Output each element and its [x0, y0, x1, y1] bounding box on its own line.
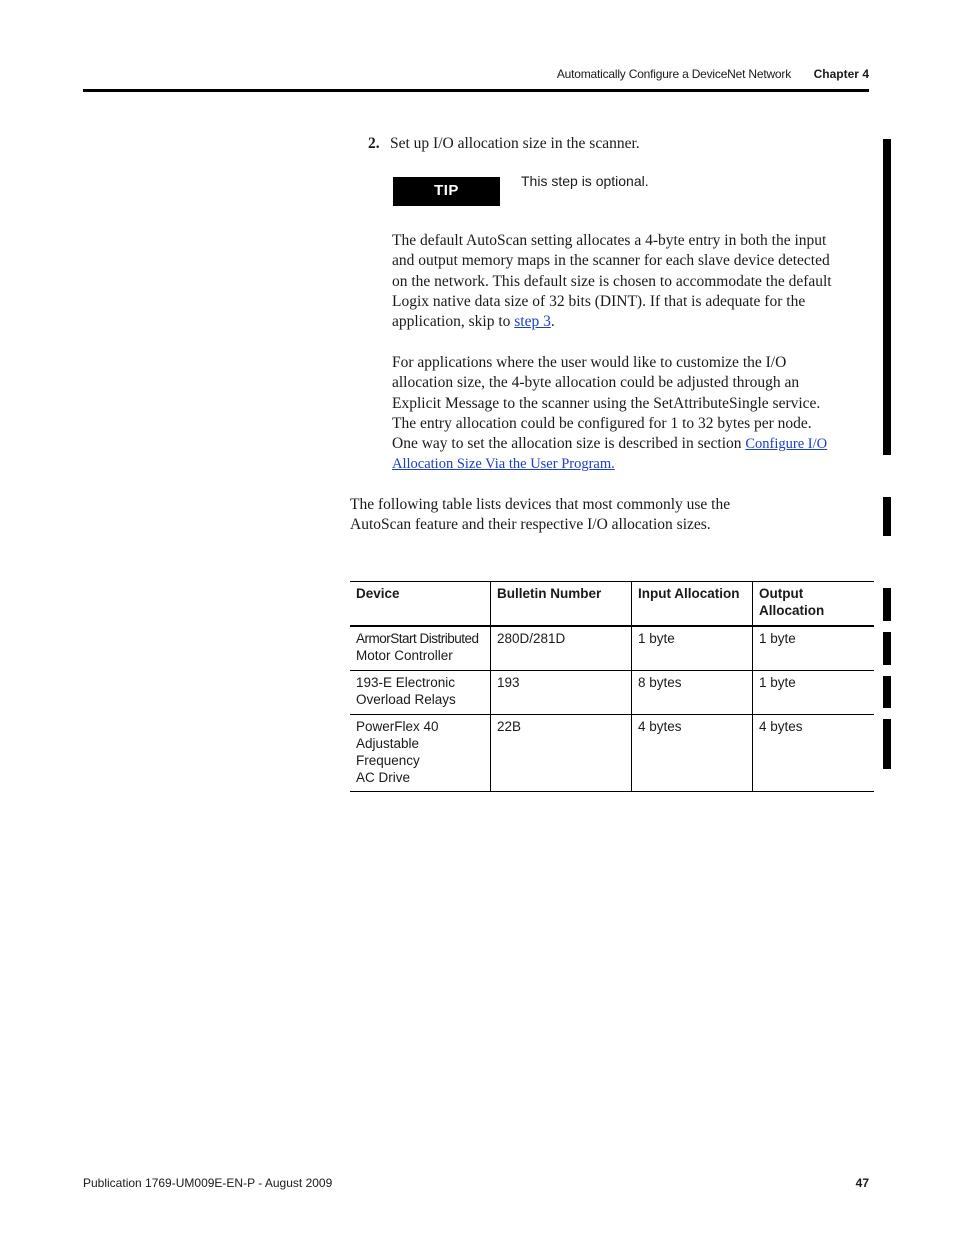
table-row — [350, 671, 874, 715]
change-bar — [883, 497, 891, 536]
cell-line: PowerFlex 40 — [356, 719, 439, 734]
column-header-bulletin: Bulletin Number — [491, 582, 632, 627]
table-row — [350, 715, 874, 792]
header-line: Allocation — [759, 603, 825, 618]
text-line: The entry allocation could be configured for 1 to 32 bytes per node. — [392, 414, 812, 432]
cell-bulletin: 193 — [491, 671, 632, 715]
step-number: 2. — [368, 135, 380, 152]
cell-output: 1 byte — [753, 626, 875, 671]
change-bar — [883, 588, 891, 621]
header-rule — [83, 89, 869, 92]
autoscan-default-paragraph — [392, 231, 832, 332]
change-bar — [883, 676, 891, 708]
cell-input: 4 bytes — [632, 715, 753, 792]
column-header-device: Device — [350, 582, 491, 627]
cell-device — [350, 671, 491, 715]
running-title: Automatically Configure a DeviceNet Network — [556, 67, 791, 81]
customize-allocation-paragraph — [392, 353, 827, 475]
text-line: on the network. This default size is chosen to accommodate the default — [392, 272, 832, 290]
text-segment: One way to set the allocation size is described in section — [392, 435, 746, 453]
text-line: and output memory maps in the scanner for each slave device detected — [392, 252, 830, 270]
cell-line: ArmorStart Distributed — [356, 631, 479, 646]
cell-line: AC Drive — [356, 770, 411, 785]
text-line — [392, 312, 832, 332]
change-bar — [883, 632, 891, 665]
cell-device — [350, 626, 491, 671]
chapter-label: Chapter 4 — [813, 67, 869, 81]
cell-input: 8 bytes — [632, 671, 753, 715]
header-line: Output — [759, 586, 804, 601]
step-3-link[interactable]: step 3 — [514, 313, 551, 331]
device-allocation-table — [350, 581, 874, 792]
page-header — [83, 65, 869, 83]
column-header-output — [753, 582, 875, 627]
text-segment: . — [550, 313, 555, 331]
text-line: allocation size, the 4-byte allocation could be adjusted through an — [392, 374, 800, 392]
page-number: 47 — [855, 1176, 869, 1190]
cell-output: 4 bytes — [753, 715, 875, 792]
table-row — [350, 626, 874, 671]
cell-output: 1 byte — [753, 671, 875, 715]
text-line: Logix native data size of 32 bits (DINT). If that is adequate for the — [392, 292, 806, 310]
step-text: Set up I/O allocation size in the scanner. — [390, 135, 640, 152]
text-line — [392, 434, 827, 454]
publication-id: Publication 1769-UM009E-EN-P - August 2009 — [83, 1176, 333, 1190]
text-line — [392, 454, 827, 474]
tip-badge: TIP — [393, 177, 500, 206]
text-line: The following table lists devices that most commonly use the — [350, 496, 731, 513]
cell-line: Motor Controller — [356, 648, 453, 663]
step-2 — [368, 135, 640, 153]
configure-io-link-continued[interactable]: Allocation Size Via the User Program. — [392, 456, 615, 473]
text-line: For applications where the user would like to customize the I/O — [392, 354, 787, 371]
change-bar — [883, 719, 891, 769]
cell-line: 193-E Electronic — [356, 675, 456, 690]
table-intro-paragraph — [350, 495, 730, 536]
cell-bulletin: 22B — [491, 715, 632, 792]
column-header-input: Input Allocation — [632, 582, 753, 627]
cell-line: Adjustable Frequency — [356, 736, 420, 768]
text-segment: application, skip to — [392, 313, 515, 331]
text-line: The default AutoScan setting allocates a 4-byte entry in both the input — [392, 232, 827, 249]
cell-device — [350, 715, 491, 792]
table-header-row — [350, 582, 874, 627]
cell-bulletin: 280D/281D — [491, 626, 632, 671]
tip-text: This step is optional. — [521, 173, 649, 189]
text-line: AutoScan feature and their respective I/O allocation sizes. — [350, 516, 711, 534]
cell-line: Overload Relays — [356, 692, 456, 707]
text-line: Explicit Message to the scanner using the SetAttributeSingle service. — [392, 394, 821, 412]
cell-input: 1 byte — [632, 626, 753, 671]
change-bar — [883, 139, 891, 455]
configure-io-link[interactable]: Configure I/O — [745, 436, 828, 453]
